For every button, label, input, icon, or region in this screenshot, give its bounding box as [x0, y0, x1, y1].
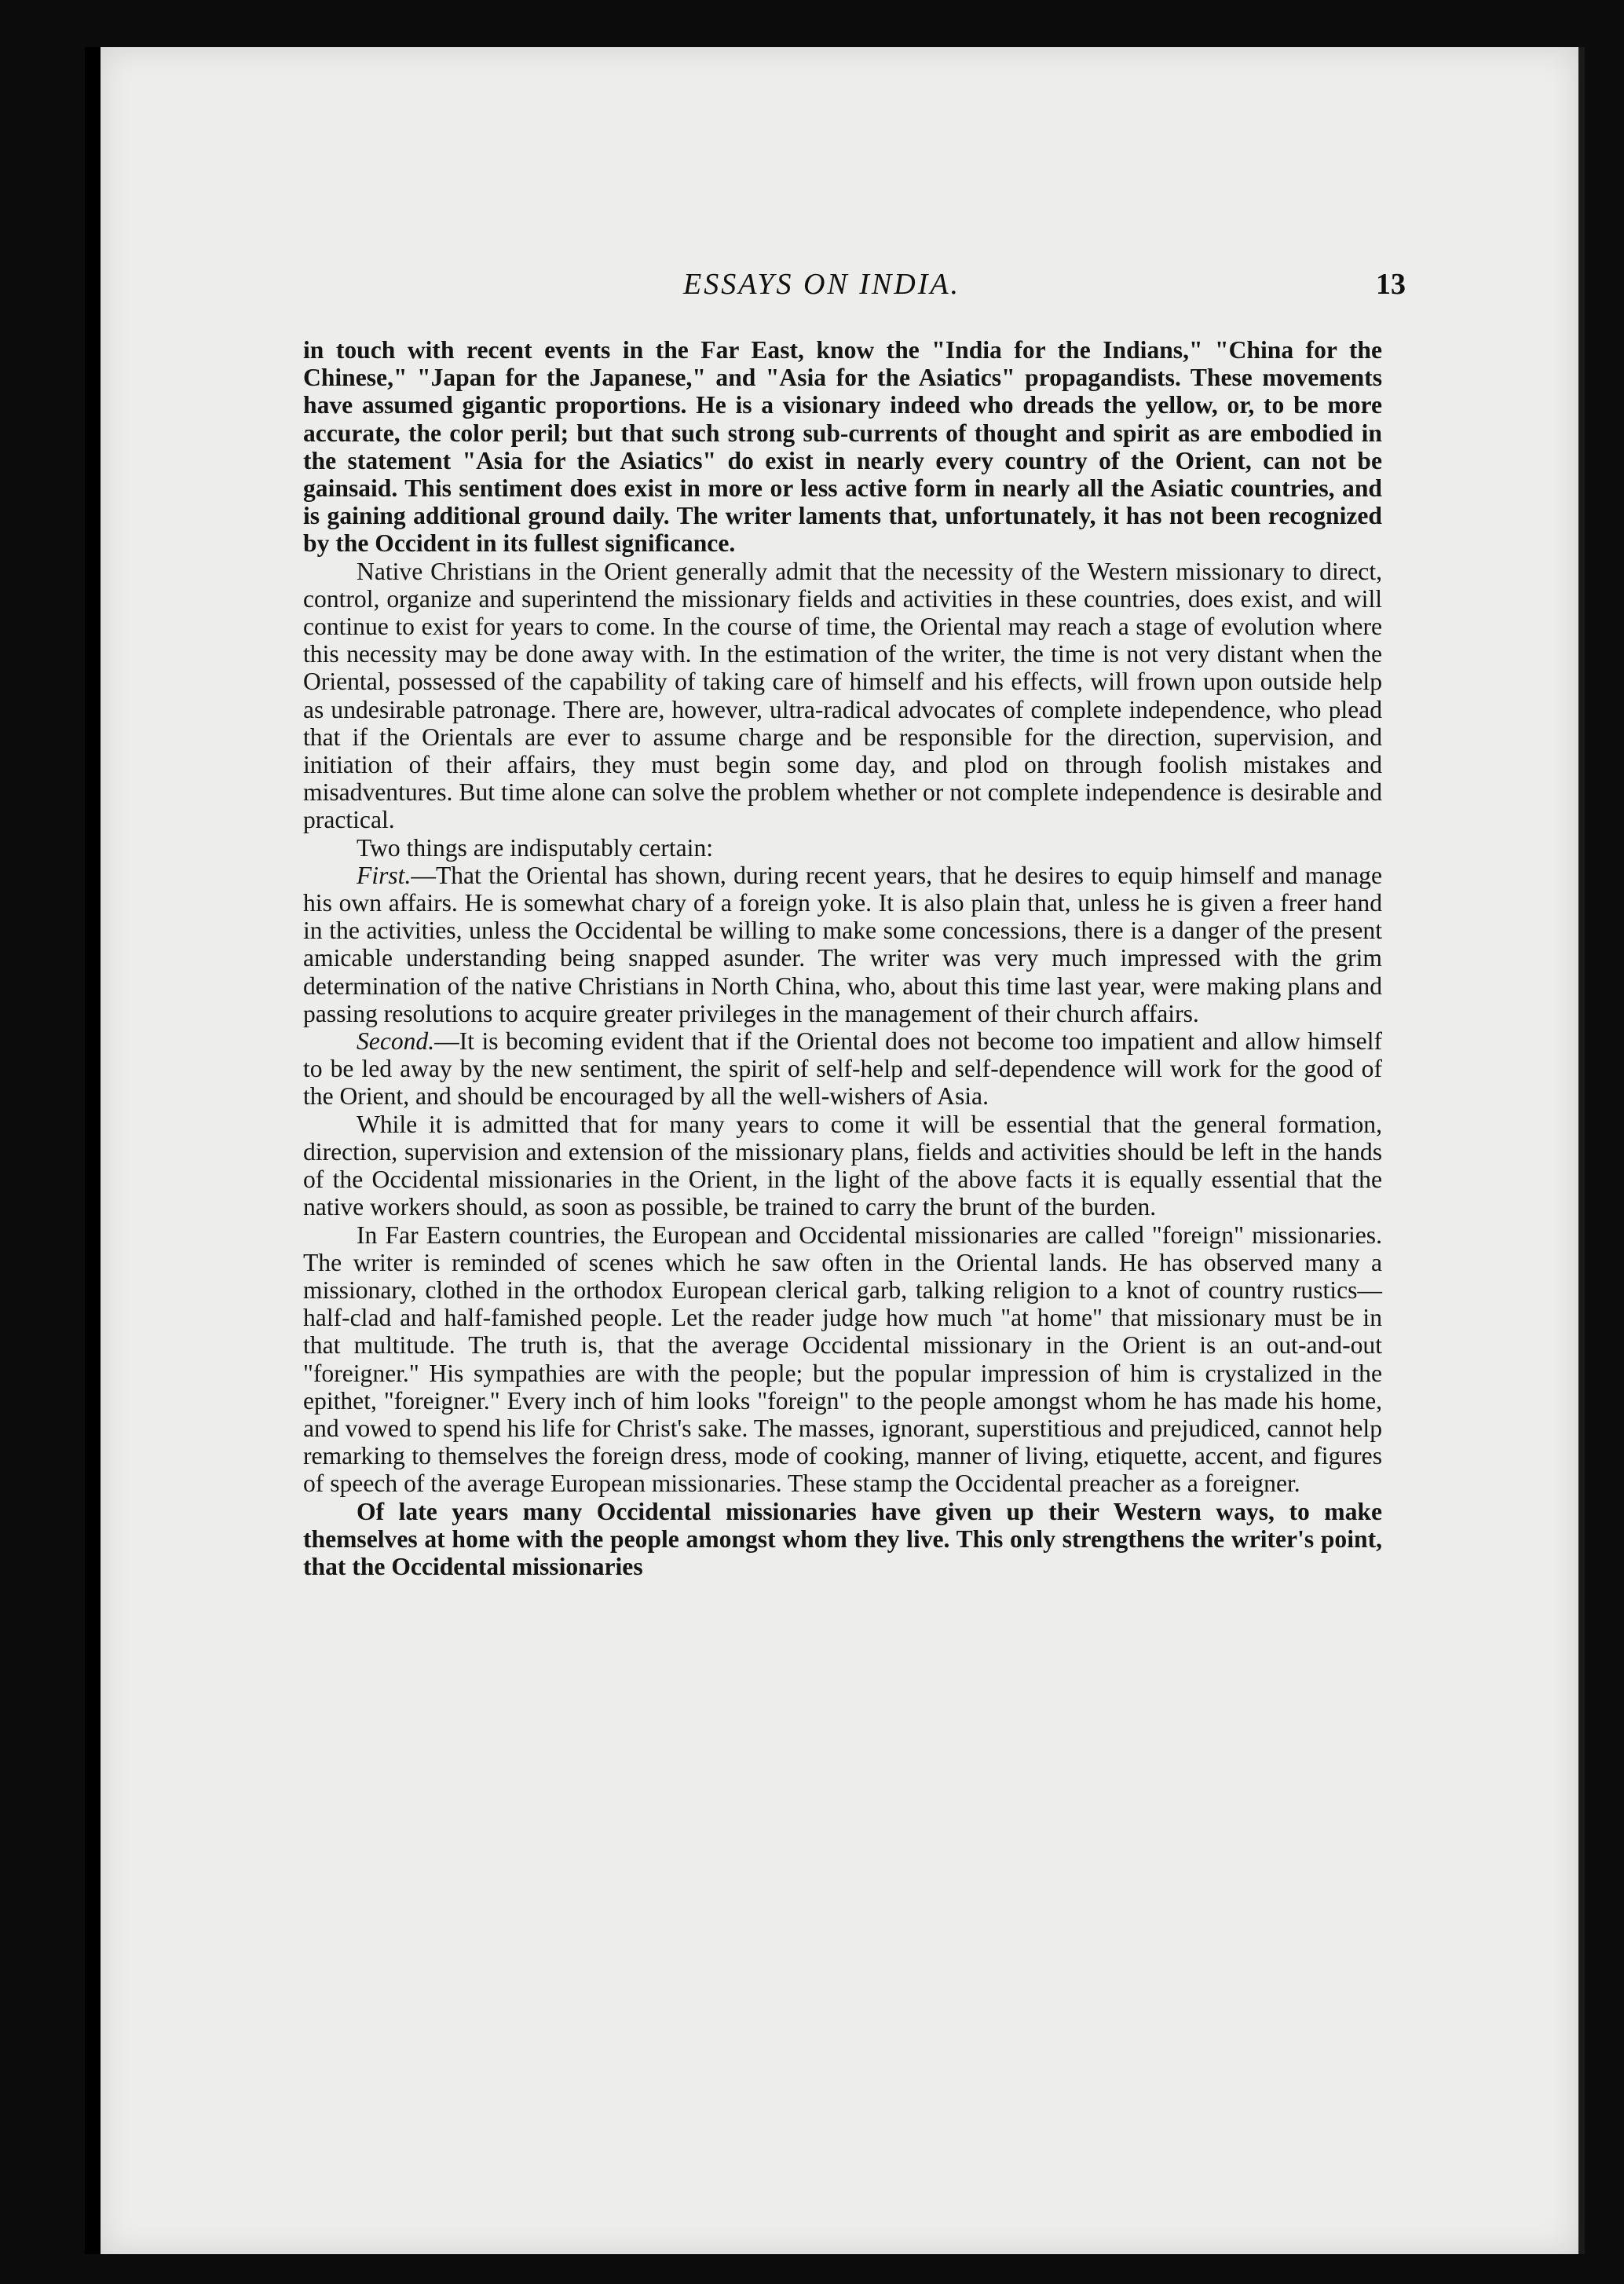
scan-edge-right	[1578, 47, 1585, 2254]
paragraph	[303, 1221, 1382, 1498]
paragraph-text: —That the Oriental has shown, during recent years, that he desires to equip himself and manage his own affairs. He is somewhat chary of a foreign yoke. It is also plain that, unless he is given a freer hand in the activities, unless the Occidental be willing to make some concessions, there is a danger of the present amicable understanding being snapped asunder. The writer was very much impressed with the grim determination of the native Christians in North China, who, about this time last year, were making plans and passing resolutions to acquire greater privileges in the management of their church affairs.	[303, 861, 1382, 1027]
paragraph-text: —It is becoming evident that if the Oriental does not become too impatient and allow himself to be led away by the new sentiment, the spirit of self-help and self-dependence will work for the good of the Orient, and should be encouraged by all the well-wishers of Asia.	[303, 1027, 1382, 1111]
page-header	[683, 267, 1406, 308]
paragraph-text: in touch with recent events in the Far East, know the "India for the Indians," "China for the Chinese," "Japan for the Japanese," and "Asia for the Asiatics" propagandists. These movements have assumed gigantic proportions. He is a visionary indeed who dreads the yellow, or, to be more accurate, the color peril; but that such strong sub-currents of thought and spirit as are embodied in the statement "Asia for the Asiatics" do exist in nearly every country of the Orient, can not be gainsaid. This sentiment does exist in more or less active form in nearly all the Asiatic countries, and is gaining additional ground daily. The writer laments that, unfortunately, it has not been recognized by the Occident in its fullest significance.	[303, 336, 1382, 558]
paragraph-label: Second.	[357, 1027, 435, 1056]
paragraph	[303, 1498, 1382, 1581]
paragraph-text: Native Christians in the Orient generally admit that the necessity of the Western missionary to direct, control, organize and superintend the missionary fields and activities in these countries, does exist, and will continue to exist for years to come. In the course of time, the Oriental may reach a stage of evolution where this necessity may be done away with. In the estimation of the writer, the time is not very distant when the Oriental, possessed of the capability of taking care of himself and his effects, will frown upon outside help as undesirable patronage. There are, however, ultra-radical advocates of complete independence, who plead that if the Orientals are ever to assume charge and be responsible for the direction, supervision, and initiation of their affairs, they must begin some day, and plod on through foolish mistakes and misadventures. But time alone can solve the problem whether or not complete independence is desirable and practical.	[303, 557, 1382, 834]
paragraph	[303, 834, 1382, 862]
paragraph	[303, 1027, 1382, 1111]
paragraph	[303, 336, 1382, 558]
paragraph	[303, 862, 1382, 1027]
scan-edge-left	[85, 47, 102, 2254]
paragraph	[303, 558, 1382, 834]
paragraph-label: First.	[357, 861, 411, 889]
page-body	[303, 336, 1382, 1580]
paragraph-text: In Far Eastern countries, the European and Occidental missionaries are called "foreign" missionaries. The writer is reminded of scenes which he saw often in the Oriental lands. He has observed many a missionary, clothed in the orthodox European clerical garb, talking religion to a knot of country rustics—half-clad and half-famished people. Let the reader judge how much "at home" that missionary must be in that multitude. The truth is, that the average Occidental missionary in the Orient is an out-and-out "foreigner." His sympathies are with the people; but the popular impression of him is crystalized in the epithet, "foreigner." Every inch of him looks "foreign" to the people amongst whom he has made his home, and vowed to spend his life for Christ's sake. The masses, ignorant, superstitious and prejudiced, cannot help remarking to themselves the foreign dress, mode of cooking, manner of living, etiquette, accent, and figures of speech of the average European missionaries. These stamp the Occidental preacher as a foreigner.	[303, 1221, 1382, 1498]
paragraph-text: Two things are indisputably certain:	[357, 833, 714, 862]
running-title: ESSAYS ON INDIA.	[683, 268, 961, 301]
paragraph	[303, 1111, 1382, 1221]
page-number: 13	[1376, 268, 1406, 301]
paragraph-text: While it is admitted that for many years to come it will be essential that the general formation, direction, supervision and extension of the missionary plans, fields and activities should be left in the hands of the Occidental missionaries in the Orient, in the light of the above facts it is equally essential that the native workers should, as soon as possible, be trained to carry the brunt of the burden.	[303, 1110, 1382, 1221]
paragraph-text: Of late years many Occidental missionaries have given up their Western ways, to make themselves at home with the people amongst whom they live. This only strengthens the writer's point, that the Occidental missionaries	[303, 1497, 1382, 1580]
